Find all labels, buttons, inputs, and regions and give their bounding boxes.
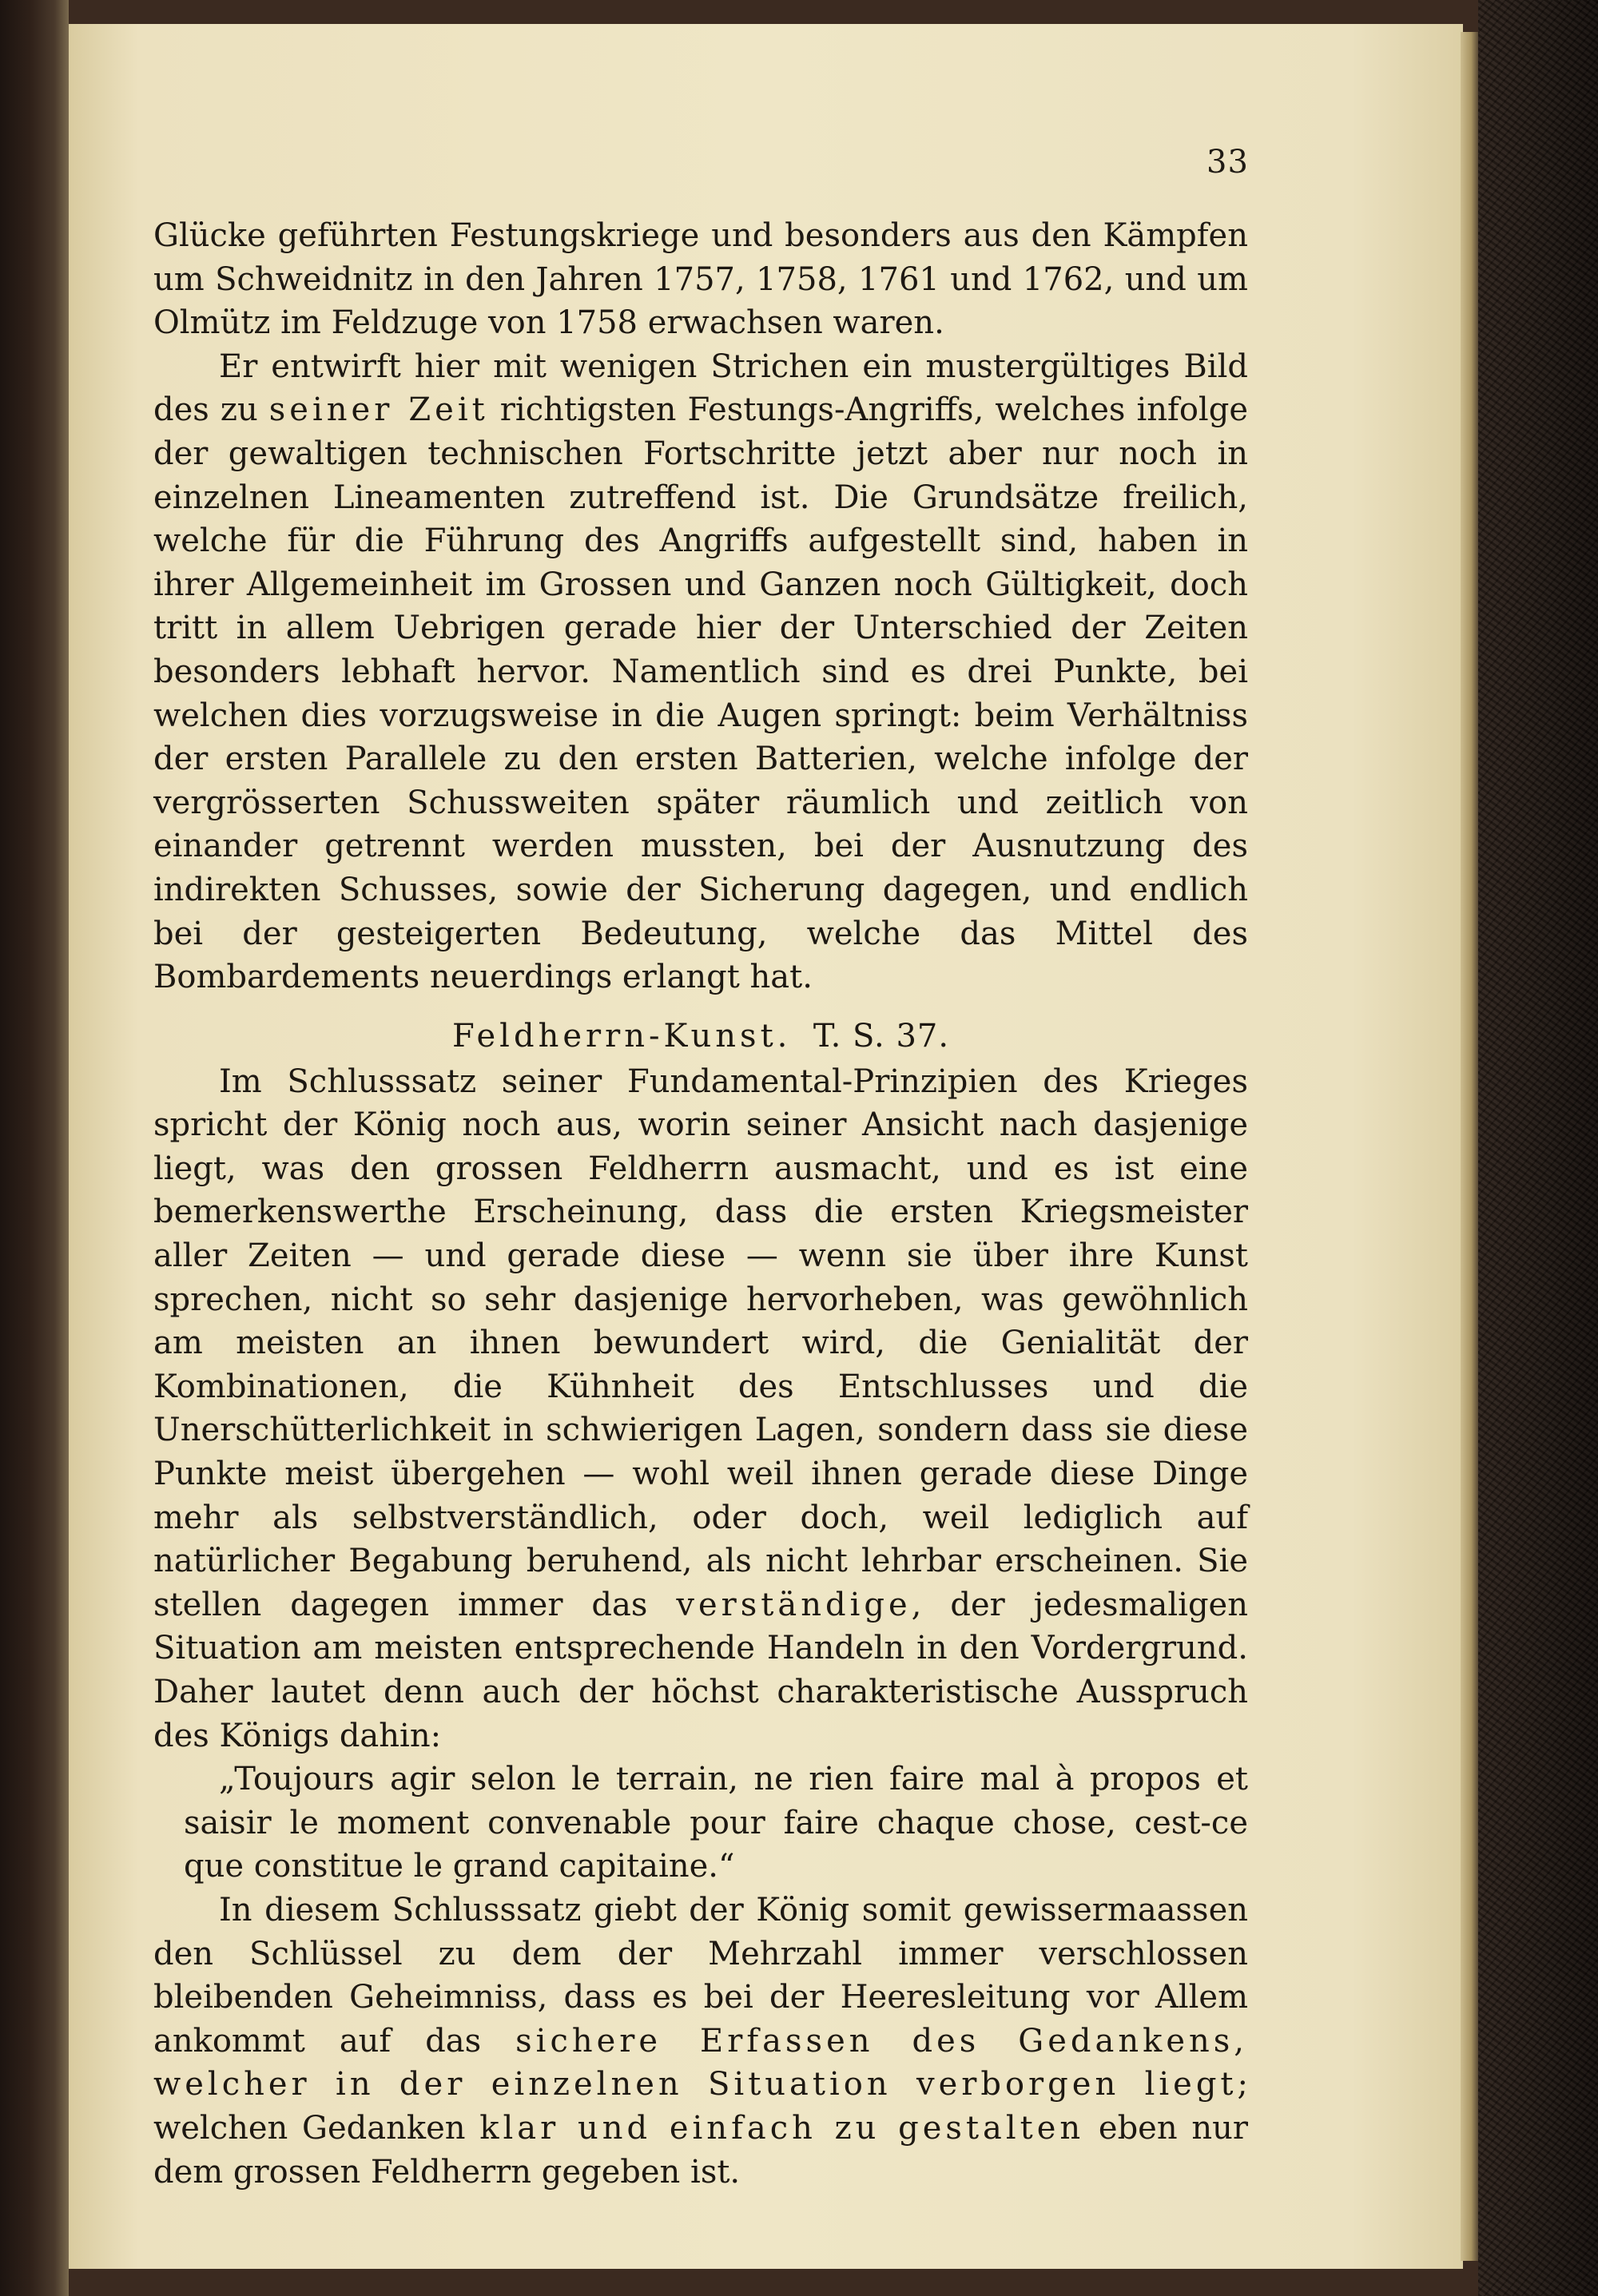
book-binding bbox=[1478, 0, 1598, 2296]
page-body bbox=[153, 214, 1248, 2194]
scan-left-gutter bbox=[0, 0, 69, 2296]
text-run: richtigsten Festungs-Angriffs, welches infolge der gewaltigen technischen Fortschritte jetzt aber nur noch in einzelnen Lineamenten zutreffend ist. Die Grundsätze freilich, welche für die Führung des Angriffs aufgestellt sind, haben in ihrer Allgemeinheit im Grossen und Ganzen noch Gültigkeit, doch tritt in allem Uebrigen gerade hier der Unterschied der Zeiten besonders lebhaft hervor. Namentlich sind es drei Punkte, bei welchen dies vorzugsweise in die Augen springt: beim Verhältniss der ersten Parallele zu den ersten Batterien, welche infolge der vergrösserten Schussweiten später räumlich und zeitlich von einander getrennt werden mussten, bei der Ausnutzung des indirekten Schusses, sowie der Sicherung dagegen, und endlich bei der gesteigerten Bedeutung, welche das Mittel des Bombardements neuerdings erlangt hat. bbox=[153, 391, 1248, 996]
emphasis-spaced: sichere Erfassen des Gedankens, welcher in der einzelnen Situation verborgen liegt bbox=[153, 2022, 1248, 2103]
page-edge bbox=[1461, 32, 1478, 2261]
text-run: ; welchen Gedanken bbox=[153, 2066, 1248, 2147]
paragraph-schlusssatz bbox=[153, 1889, 1248, 2194]
text-run: In diesem Schlusssatz giebt der König somit gewissermaassen den Schlüssel zu dem der Mehrzahl immer verschlossen bleibenden Geheimniss, dass es bei der Heeresleitung vor Allem ankommt auf das bbox=[153, 1891, 1248, 2060]
paragraph-continued: Glücke geführten Festungskriege und besonders aus den Kämpfen um Schweidnitz in den Jahren 1757, 1758, 1761 und 1762, und um Olmütz im Feldzuge von 1758 erwachsen waren. bbox=[153, 217, 1248, 342]
section-heading bbox=[153, 1012, 1248, 1060]
text-run: Im Schlusssatz seiner Fundamental-Prinzipien des Krieges spricht der König noch aus, worin seiner Ansicht nach dasjenige liegt, was den grossen Feldherrn ausmacht, und es ist eine bemerkenswerthe Erscheinung, dass die ersten Kriegsmeister aller Zeiten — und gerade diese — wenn sie über ihre Kunst sprechen, nicht so sehr dasjenige hervorheben, was gewöhnlich am meisten an ihnen bewundert wird, die Genialität der Kombinationen, die Kühnheit des Entschlusses und die Unerschütterlichkeit in schwierigen Lagen, sondern dass sie diese Punkte meist übergehen — wohl weil ihnen gerade diese Dinge mehr als selbstverständlich, oder doch, weil lediglich auf natürlicher Begabung beruhend, als nicht lehrbar erscheinen. Sie stellen dagegen immer das bbox=[153, 1063, 1248, 1623]
block-quote bbox=[153, 1758, 1248, 1889]
paragraph-festungs-angriff bbox=[153, 345, 1248, 999]
heading-title: Feldherrn-Kunst. bbox=[451, 1017, 792, 1055]
emphasis-spaced: klar und einfach zu gestalten bbox=[479, 2109, 1085, 2147]
text-run: , der jedesmaligen Situation am meisten entsprechende Handeln in den Vordergrund. Daher lautet denn auch der höchst charakteristische Ausspruch des Königs dahin: bbox=[153, 1586, 1248, 1754]
paragraph-feldherrn-kunst bbox=[153, 1060, 1248, 1758]
emphasis-spaced: seiner Zeit bbox=[268, 391, 489, 429]
text-run: Er entwirft hier mit wenigen Strichen ein mustergültiges Bild des zu bbox=[153, 348, 1248, 429]
emphasis-spaced: verständige bbox=[676, 1586, 912, 1623]
heading-reference: T. S. 37. bbox=[813, 1017, 950, 1055]
quote-text: „Toujours agir selon le terrain, ne rien faire mal à propos et saisir le moment convenable pour faire chaque chose, cest-ce que constitue le grand capitaine.“ bbox=[184, 1761, 1248, 1885]
page-number: 33 bbox=[1206, 144, 1249, 181]
text-run: eben nur dem grossen Feldherrn gegeben ist. bbox=[153, 2109, 1248, 2191]
